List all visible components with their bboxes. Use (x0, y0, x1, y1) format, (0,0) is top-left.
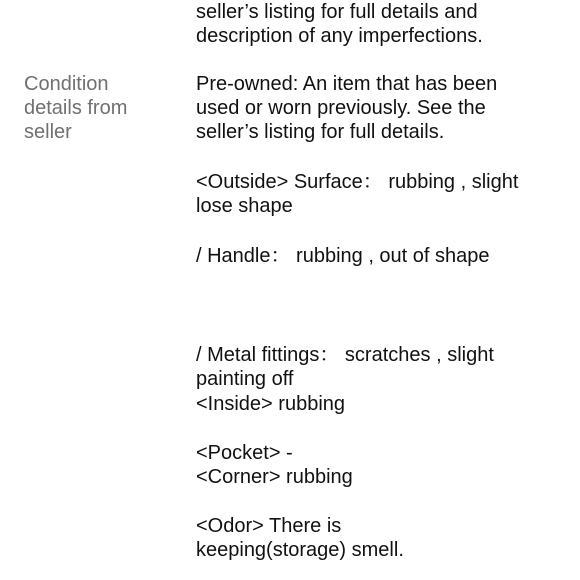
outside-detail (196, 170, 566, 218)
corner-detail-line: <Corner> rubbing (196, 466, 353, 488)
previous-row-value (196, 0, 566, 48)
value-text-line: description of any imperfections. (196, 25, 483, 47)
metal-detail-line: / Metal fittings： scratches , slight (196, 344, 494, 366)
odor-detail (196, 514, 566, 562)
handle-detail-line: / Handle： rubbing , out of shape (196, 245, 490, 267)
metal-fittings-detail (196, 343, 566, 391)
pocket-detail-line: <Pocket> - (196, 442, 293, 464)
condition-details-label (24, 72, 174, 144)
condition-intro-line: Pre-owned: An item that has been (196, 73, 498, 95)
label-line: seller (24, 121, 72, 143)
condition-intro-line: seller’s listing for full details. (196, 121, 445, 143)
outside-detail-line: lose shape (196, 195, 293, 217)
odor-detail-line: <Odor> There is (196, 515, 342, 537)
value-text-line: seller’s listing for full details and (196, 1, 478, 23)
condition-details-value (196, 72, 566, 144)
condition-intro-line: used or worn previously. See the (196, 97, 486, 119)
label-line: details from (24, 97, 128, 119)
handle-detail (196, 244, 566, 268)
outside-detail-line: <Outside> Surface： rubbing , slight (196, 171, 519, 193)
odor-detail-line: keeping(storage) smell. (196, 539, 404, 561)
pocket-corner-detail (196, 441, 566, 489)
inside-detail-line: <Inside> rubbing (196, 393, 346, 415)
label-line: Condition (24, 73, 109, 95)
inside-detail (196, 392, 566, 416)
metal-detail-line: painting off (196, 368, 294, 390)
